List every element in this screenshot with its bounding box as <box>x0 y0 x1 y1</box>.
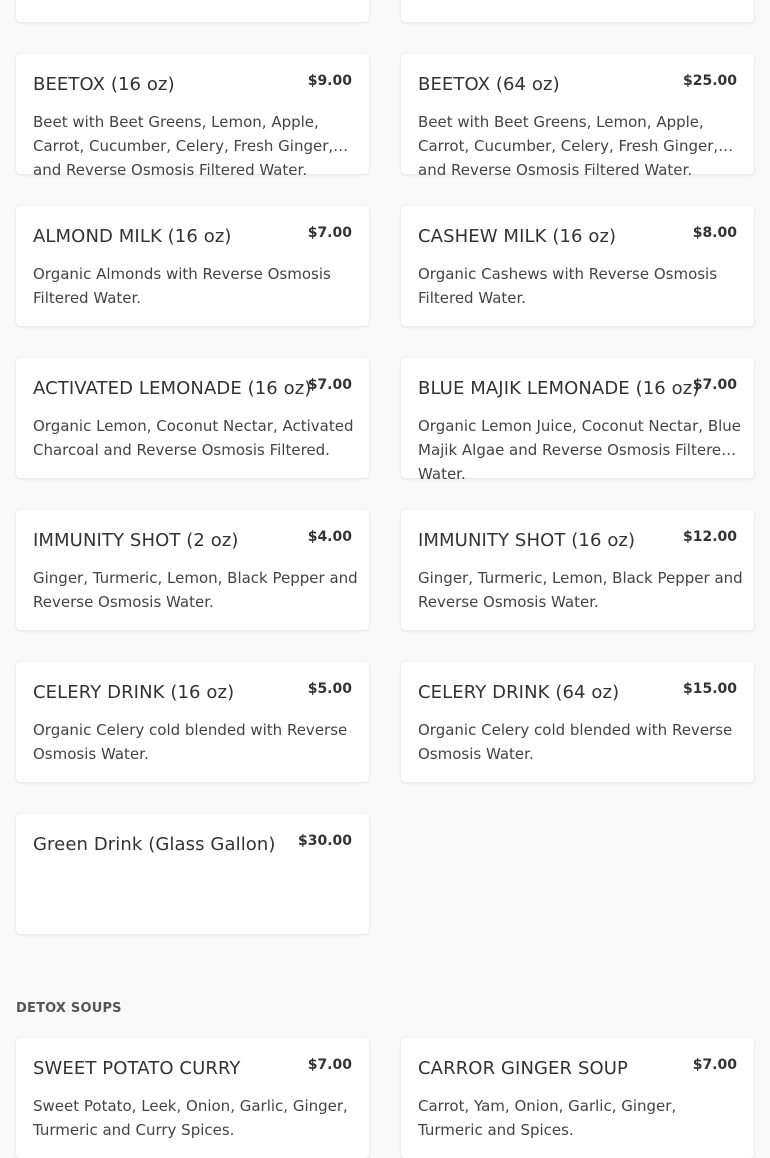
item-name: BLUE MAJIK LEMONADE (16 oz) <box>418 378 700 399</box>
item-name: SWEET POTATO CURRY <box>33 1058 241 1079</box>
item-name: CELERY DRINK (16 oz) <box>33 682 235 703</box>
item-description: Organic Celery cold blended with Reverse Osmosis Water. <box>418 721 733 763</box>
item-description: Organic Lemon Juice, Coconut Nectar, Blue Majik Algae and Reverse Osmosis Filtered Water. <box>418 417 742 483</box>
menu-item-card[interactable] <box>401 206 754 326</box>
item-name: ACTIVATED LEMONADE (16 oz) <box>33 378 312 399</box>
item-price: $9.00 <box>307 73 352 89</box>
item-name: CASHEW MILK (16 oz) <box>418 226 617 247</box>
item-description: Carrot, Yam, Onion, Garlic, Ginger, Turmeric and Spices. <box>418 1097 677 1139</box>
item-price: $7.00 <box>692 1057 737 1073</box>
item-description: Organic Cashews with Reverse Osmosis Filtered Water. <box>418 265 718 307</box>
item-description: Ginger, Turmeric, Lemon, Black Pepper and Reverse Osmosis Water. <box>33 569 358 611</box>
menu-item-card[interactable] <box>16 814 369 934</box>
menu-item-card[interactable] <box>401 54 754 179</box>
item-description: Beet with Beet Greens, Lemon, Apple, Carrot, Cucumber, Celery, Fresh Ginger, and Reverse Osmosis Filtered Water. <box>33 113 334 179</box>
menu-item-card[interactable] <box>16 358 369 478</box>
item-name: IMMUNITY SHOT (2 oz) <box>33 530 239 551</box>
item-price: $8.00 <box>692 225 737 241</box>
menu-item-card[interactable] <box>16 0 369 22</box>
item-price: $25.00 <box>682 73 737 89</box>
item-price: $7.00 <box>307 225 352 241</box>
menu-item-card[interactable] <box>16 206 369 326</box>
item-description: Organic Almonds with Reverse Osmosis Filtered Water. <box>33 265 331 307</box>
item-price: $7.00 <box>692 377 737 393</box>
item-description: Organic Celery cold blended with Reverse Osmosis Water. <box>33 721 348 763</box>
item-name: ALMOND MILK (16 oz) <box>33 226 232 247</box>
menu-item-card[interactable] <box>401 1038 754 1158</box>
menu-item-card[interactable] <box>16 54 369 179</box>
item-price: $4.00 <box>307 529 352 545</box>
item-description: Ginger, Turmeric, Lemon, Black Pepper and Reverse Osmosis Water. <box>418 569 743 611</box>
item-price: $30.00 <box>297 833 352 849</box>
item-name: CARROR GINGER SOUP <box>418 1058 628 1079</box>
item-price: $7.00 <box>307 377 352 393</box>
menu-item-card[interactable] <box>401 662 754 782</box>
item-name: BEETOX (64 oz) <box>418 74 560 95</box>
menu-item-card[interactable] <box>401 0 754 22</box>
item-description: Beet with Beet Greens, Lemon, Apple, Carrot, Cucumber, Celery, Fresh Ginger, and Reverse Osmosis Filtered Water. <box>418 113 719 179</box>
item-description: Sweet Potato, Leek, Onion, Garlic, Ginger, Turmeric and Curry Spices. <box>33 1097 348 1139</box>
item-description: Organic Lemon, Coconut Nectar, Activated Charcoal and Reverse Osmosis Filtered. <box>33 417 354 459</box>
menu-item-card[interactable] <box>401 358 754 483</box>
section-title: DETOX SOUPS <box>16 1001 122 1016</box>
menu-item-card[interactable] <box>16 662 369 782</box>
menu-item-card[interactable] <box>16 1038 369 1158</box>
item-price: $5.00 <box>307 681 352 697</box>
item-name: Green Drink (Glass Gallon) <box>33 834 276 855</box>
item-price: $15.00 <box>682 681 737 697</box>
item-name: CELERY DRINK (64 oz) <box>418 682 620 703</box>
menu-item-card[interactable] <box>401 510 754 630</box>
item-name: BEETOX (16 oz) <box>33 74 175 95</box>
menu-item-card[interactable] <box>16 510 369 630</box>
item-name: IMMUNITY SHOT (16 oz) <box>418 530 636 551</box>
item-price: $7.00 <box>307 1057 352 1073</box>
item-price: $12.00 <box>682 529 737 545</box>
